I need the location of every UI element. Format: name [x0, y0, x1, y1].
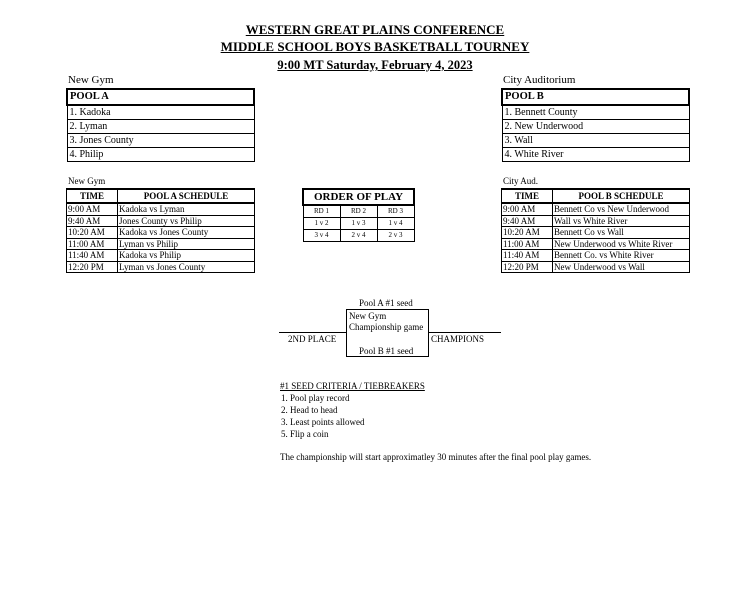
- pool-a-venue: New Gym: [68, 74, 114, 86]
- criteria-title: #1 SEED CRITERIA / TIEBREAKERS: [280, 381, 425, 391]
- order-of-play-table: [302, 188, 415, 242]
- pool-b-team: 1. Bennett County: [502, 105, 689, 120]
- order-cell: RD 2: [340, 205, 377, 218]
- schedule-a-header-time: TIME: [67, 189, 118, 203]
- pool-a-title: POOL A: [67, 89, 254, 105]
- pool-a-team: 1. Kadoka: [67, 105, 254, 120]
- title-conference: WESTERN GREAT PLAINS CONFERENCE: [245, 22, 505, 37]
- schedule-a-time: 11:00 AM: [67, 238, 118, 250]
- bracket-top-line: [346, 309, 429, 310]
- bracket-champions: CHAMPIONS: [431, 334, 485, 344]
- bracket-champion-line: [429, 332, 501, 333]
- schedule-b-table: [501, 188, 690, 273]
- bracket-second-place: 2ND PLACE: [288, 334, 337, 344]
- championship-note: The championship will start approximatley 30 minutes after the final pool play games.: [280, 452, 592, 462]
- schedule-a-game: Jones County vs Philip: [118, 215, 255, 227]
- pool-b-table: [501, 88, 690, 162]
- schedule-b-time: 12:20 PM: [502, 261, 553, 273]
- schedule-a-time: 11:40 AM: [67, 250, 118, 262]
- schedule-b-game: New Underwood vs White River: [553, 238, 690, 250]
- pool-b-team: 2. New Underwood: [502, 120, 689, 134]
- pool-a-table: [66, 88, 255, 162]
- schedule-b-time: 11:40 AM: [502, 250, 553, 262]
- criteria-item: 2. Head to head: [281, 405, 338, 415]
- schedule-b-game: Bennett Co. vs White River: [553, 250, 690, 262]
- schedule-a-game: Kadoka vs Jones County: [118, 227, 255, 239]
- pool-a-team: 3. Jones County: [67, 134, 254, 148]
- schedule-a-venue: New Gym: [68, 176, 106, 186]
- schedule-a-table: [66, 188, 255, 273]
- bracket-venue: New Gym: [349, 311, 387, 321]
- schedule-b-time: 9:00 AM: [502, 203, 553, 215]
- pool-a-team: 2. Lyman: [67, 120, 254, 134]
- bracket-game: Championship game: [349, 322, 424, 332]
- schedule-a-time: 12:20 PM: [67, 261, 118, 273]
- schedule-a-game: Lyman vs Jones County: [118, 261, 255, 273]
- schedule-a-time: 9:00 AM: [67, 203, 118, 215]
- order-cell: RD 1: [303, 205, 340, 218]
- bracket-pool-a-seed: Pool A #1 seed: [359, 298, 413, 308]
- bracket-second-line: [279, 332, 346, 333]
- title-date: 9:00 MT Saturday, February 4, 2023: [277, 58, 473, 72]
- order-cell: 1 v 3: [340, 218, 377, 230]
- schedule-a-game: Lyman vs Philip: [118, 238, 255, 250]
- order-cell: RD 3: [377, 205, 414, 218]
- schedule-b-game: Bennett Co vs New Underwood: [553, 203, 690, 215]
- pool-a-team: 4. Philip: [67, 148, 254, 162]
- schedule-b-game: Wall vs White River: [553, 215, 690, 227]
- schedule-a-game: Kadoka vs Philip: [118, 250, 255, 262]
- criteria-item: 1. Pool play record: [281, 393, 350, 403]
- schedule-b-time: 9:40 AM: [502, 215, 553, 227]
- schedule-b-header-time: TIME: [502, 189, 553, 203]
- order-cell: 2 v 3: [377, 230, 414, 242]
- schedule-b-game: New Underwood vs Wall: [553, 261, 690, 273]
- schedule-a-time: 10:20 AM: [67, 227, 118, 239]
- pool-b-title: POOL B: [502, 89, 689, 105]
- bracket-pool-b-seed: Pool B #1 seed: [359, 346, 414, 356]
- schedule-b-venue: City Aud.: [503, 176, 539, 186]
- pool-b-venue: City Auditorium: [503, 74, 576, 86]
- criteria-item: 3. Least points allowed: [281, 417, 365, 427]
- criteria-item: 5. Flip a coin: [281, 429, 329, 439]
- pool-b-team: 4. White River: [502, 148, 689, 162]
- bracket-left-line: [346, 309, 347, 356]
- pool-b-team: 3. Wall: [502, 134, 689, 148]
- schedule-b-time: 11:00 AM: [502, 238, 553, 250]
- schedule-a-game: Kadoka vs Lyman: [118, 203, 255, 215]
- title-tourney: MIDDLE SCHOOL BOYS BASKETBALL TOURNEY: [220, 39, 530, 54]
- order-cell: 1 v 4: [377, 218, 414, 230]
- order-cell: 1 v 2: [303, 218, 340, 230]
- order-cell: 3 v 4: [303, 230, 340, 242]
- schedule-a-header-games: POOL A SCHEDULE: [118, 189, 255, 203]
- schedule-b-header-games: POOL B SCHEDULE: [553, 189, 690, 203]
- order-cell: 2 v 4: [340, 230, 377, 242]
- schedule-a-time: 9:40 AM: [67, 215, 118, 227]
- schedule-b-game: Bennett Co vs Wall: [553, 227, 690, 239]
- order-of-play-title: ORDER OF PLAY: [303, 189, 414, 205]
- schedule-b-time: 10:20 AM: [502, 227, 553, 239]
